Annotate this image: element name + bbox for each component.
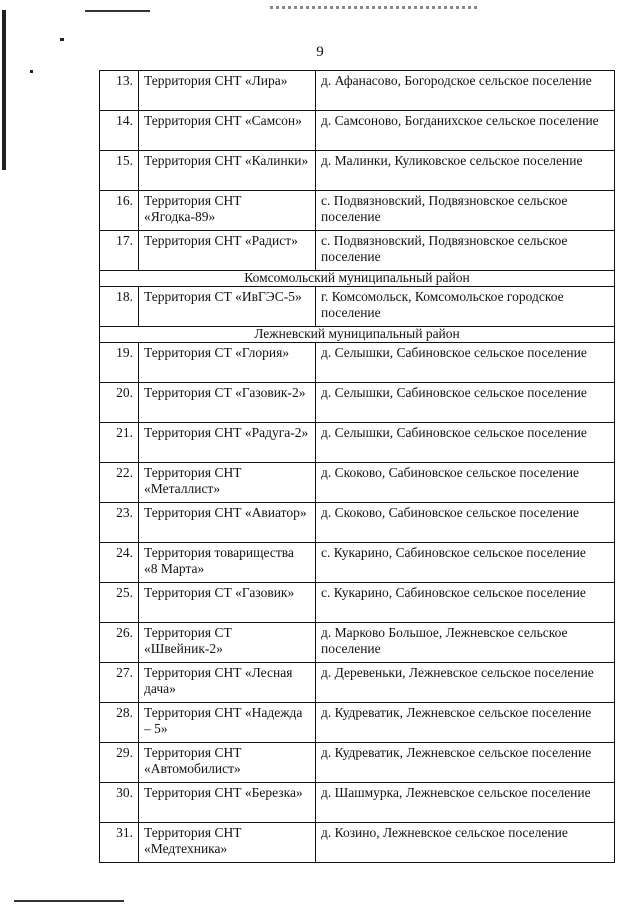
table-row	[100, 663, 615, 703]
territory-name: Территория СНТ «Авиатор»	[139, 503, 316, 543]
row-number: 30.	[100, 783, 139, 823]
table-row	[100, 151, 615, 191]
scan-header-noise	[270, 6, 480, 9]
row-number: 19.	[100, 343, 139, 383]
territory-location: д. Шашмурка, Лежневское сельское поселение	[316, 783, 615, 823]
table-row	[100, 583, 615, 623]
table-row	[100, 503, 615, 543]
row-number: 27.	[100, 663, 139, 703]
territory-name: Территория СТ «Глория»	[139, 343, 316, 383]
scan-edge-mark	[2, 10, 6, 170]
table-row	[100, 191, 615, 231]
row-number: 17.	[100, 231, 139, 271]
territory-name: Территория товарищества «8 Марта»	[139, 543, 316, 583]
scan-speck	[30, 70, 33, 73]
territory-location: г. Комсомольск, Комсомольское городское поселение	[316, 287, 615, 327]
territory-name: Территория СНТ «Самсон»	[139, 111, 316, 151]
row-number: 18.	[100, 287, 139, 327]
territory-name: Территория СНТ «Ягодка-89»	[139, 191, 316, 231]
scan-top-line	[85, 10, 150, 12]
territory-location: д. Самсоново, Богданихское сельское поселение	[316, 111, 615, 151]
territory-name: Территория СНТ «Радуга-2»	[139, 423, 316, 463]
territory-location: с. Кукарино, Сабиновское сельское поселение	[316, 543, 615, 583]
territory-name: Территория СТ «Швейник-2»	[139, 623, 316, 663]
section-title: Комсомольский муниципальный район	[100, 271, 615, 287]
row-number: 31.	[100, 823, 139, 863]
territory-location: д. Малинки, Куликовское сельское поселение	[316, 151, 615, 191]
table-row	[100, 231, 615, 271]
row-number: 20.	[100, 383, 139, 423]
row-number: 23.	[100, 503, 139, 543]
scan-bottom-line	[14, 900, 124, 902]
table-row	[100, 543, 615, 583]
territory-location: д. Афанасово, Богородское сельское поселение	[316, 71, 615, 111]
section-header-komsomolsky	[100, 271, 615, 287]
section-header-lezhnevsky	[100, 327, 615, 343]
scan-speck	[60, 38, 64, 41]
row-number: 28.	[100, 703, 139, 743]
territory-location: д. Скоково, Сабиновское сельское поселение	[316, 463, 615, 503]
territory-name: Территория СТ «ИвГЭС-5»	[139, 287, 316, 327]
row-number: 15.	[100, 151, 139, 191]
territory-table-body	[100, 71, 615, 863]
territory-location: д. Селышки, Сабиновское сельское поселение	[316, 383, 615, 423]
row-number: 16.	[100, 191, 139, 231]
table-row	[100, 783, 615, 823]
territory-location: с. Подвязновский, Подвязновское сельское поселение	[316, 231, 615, 271]
page-number: 9	[316, 44, 324, 60]
table-row	[100, 383, 615, 423]
territory-name: Территория СНТ «Надежда – 5»	[139, 703, 316, 743]
table-row	[100, 623, 615, 663]
table-row	[100, 287, 615, 327]
territory-name: Территория СНТ «Автомобилист»	[139, 743, 316, 783]
table-row	[100, 111, 615, 151]
territory-name: Территория СНТ «Радист»	[139, 231, 316, 271]
table-row	[100, 823, 615, 863]
row-number: 25.	[100, 583, 139, 623]
table-row	[100, 703, 615, 743]
table-row	[100, 71, 615, 111]
section-title: Лежневский муниципальный район	[100, 327, 615, 343]
territory-location: д. Кудреватик, Лежневское сельское поселение	[316, 703, 615, 743]
table-row	[100, 343, 615, 383]
territory-name: Территория СНТ «Калинки»	[139, 151, 316, 191]
table-row	[100, 743, 615, 783]
table-row	[100, 463, 615, 503]
territory-location: д. Селышки, Сабиновское сельское поселение	[316, 343, 615, 383]
territory-name: Территория СТ «Газовик-2»	[139, 383, 316, 423]
territory-table	[99, 70, 615, 863]
territory-name: Территория СНТ «Лира»	[139, 71, 316, 111]
row-number: 29.	[100, 743, 139, 783]
row-number: 22.	[100, 463, 139, 503]
territory-name: Территория СНТ «Березка»	[139, 783, 316, 823]
territory-location: д. Деревеньки, Лежневское сельское поселение	[316, 663, 615, 703]
territory-name: Территория СНТ «Металлист»	[139, 463, 316, 503]
territory-location: с. Кукарино, Сабиновское сельское поселение	[316, 583, 615, 623]
territory-location: д. Скоково, Сабиновское сельское поселение	[316, 503, 615, 543]
row-number: 26.	[100, 623, 139, 663]
territory-name: Территория СТ «Газовик»	[139, 583, 316, 623]
territory-name: Территория СНТ «Медтехника»	[139, 823, 316, 863]
row-number: 13.	[100, 71, 139, 111]
territory-location: д. Козино, Лежневское сельское поселение	[316, 823, 615, 863]
territory-location: д. Марково Большое, Лежневское сельское поселение	[316, 623, 615, 663]
row-number: 24.	[100, 543, 139, 583]
territory-location: д. Кудреватик, Лежневское сельское поселение	[316, 743, 615, 783]
territory-name: Территория СНТ «Лесная дача»	[139, 663, 316, 703]
row-number: 14.	[100, 111, 139, 151]
territory-location: с. Подвязновский, Подвязновское сельское поселение	[316, 191, 615, 231]
row-number: 21.	[100, 423, 139, 463]
table-row	[100, 423, 615, 463]
territory-location: д. Селышки, Сабиновское сельское поселение	[316, 423, 615, 463]
